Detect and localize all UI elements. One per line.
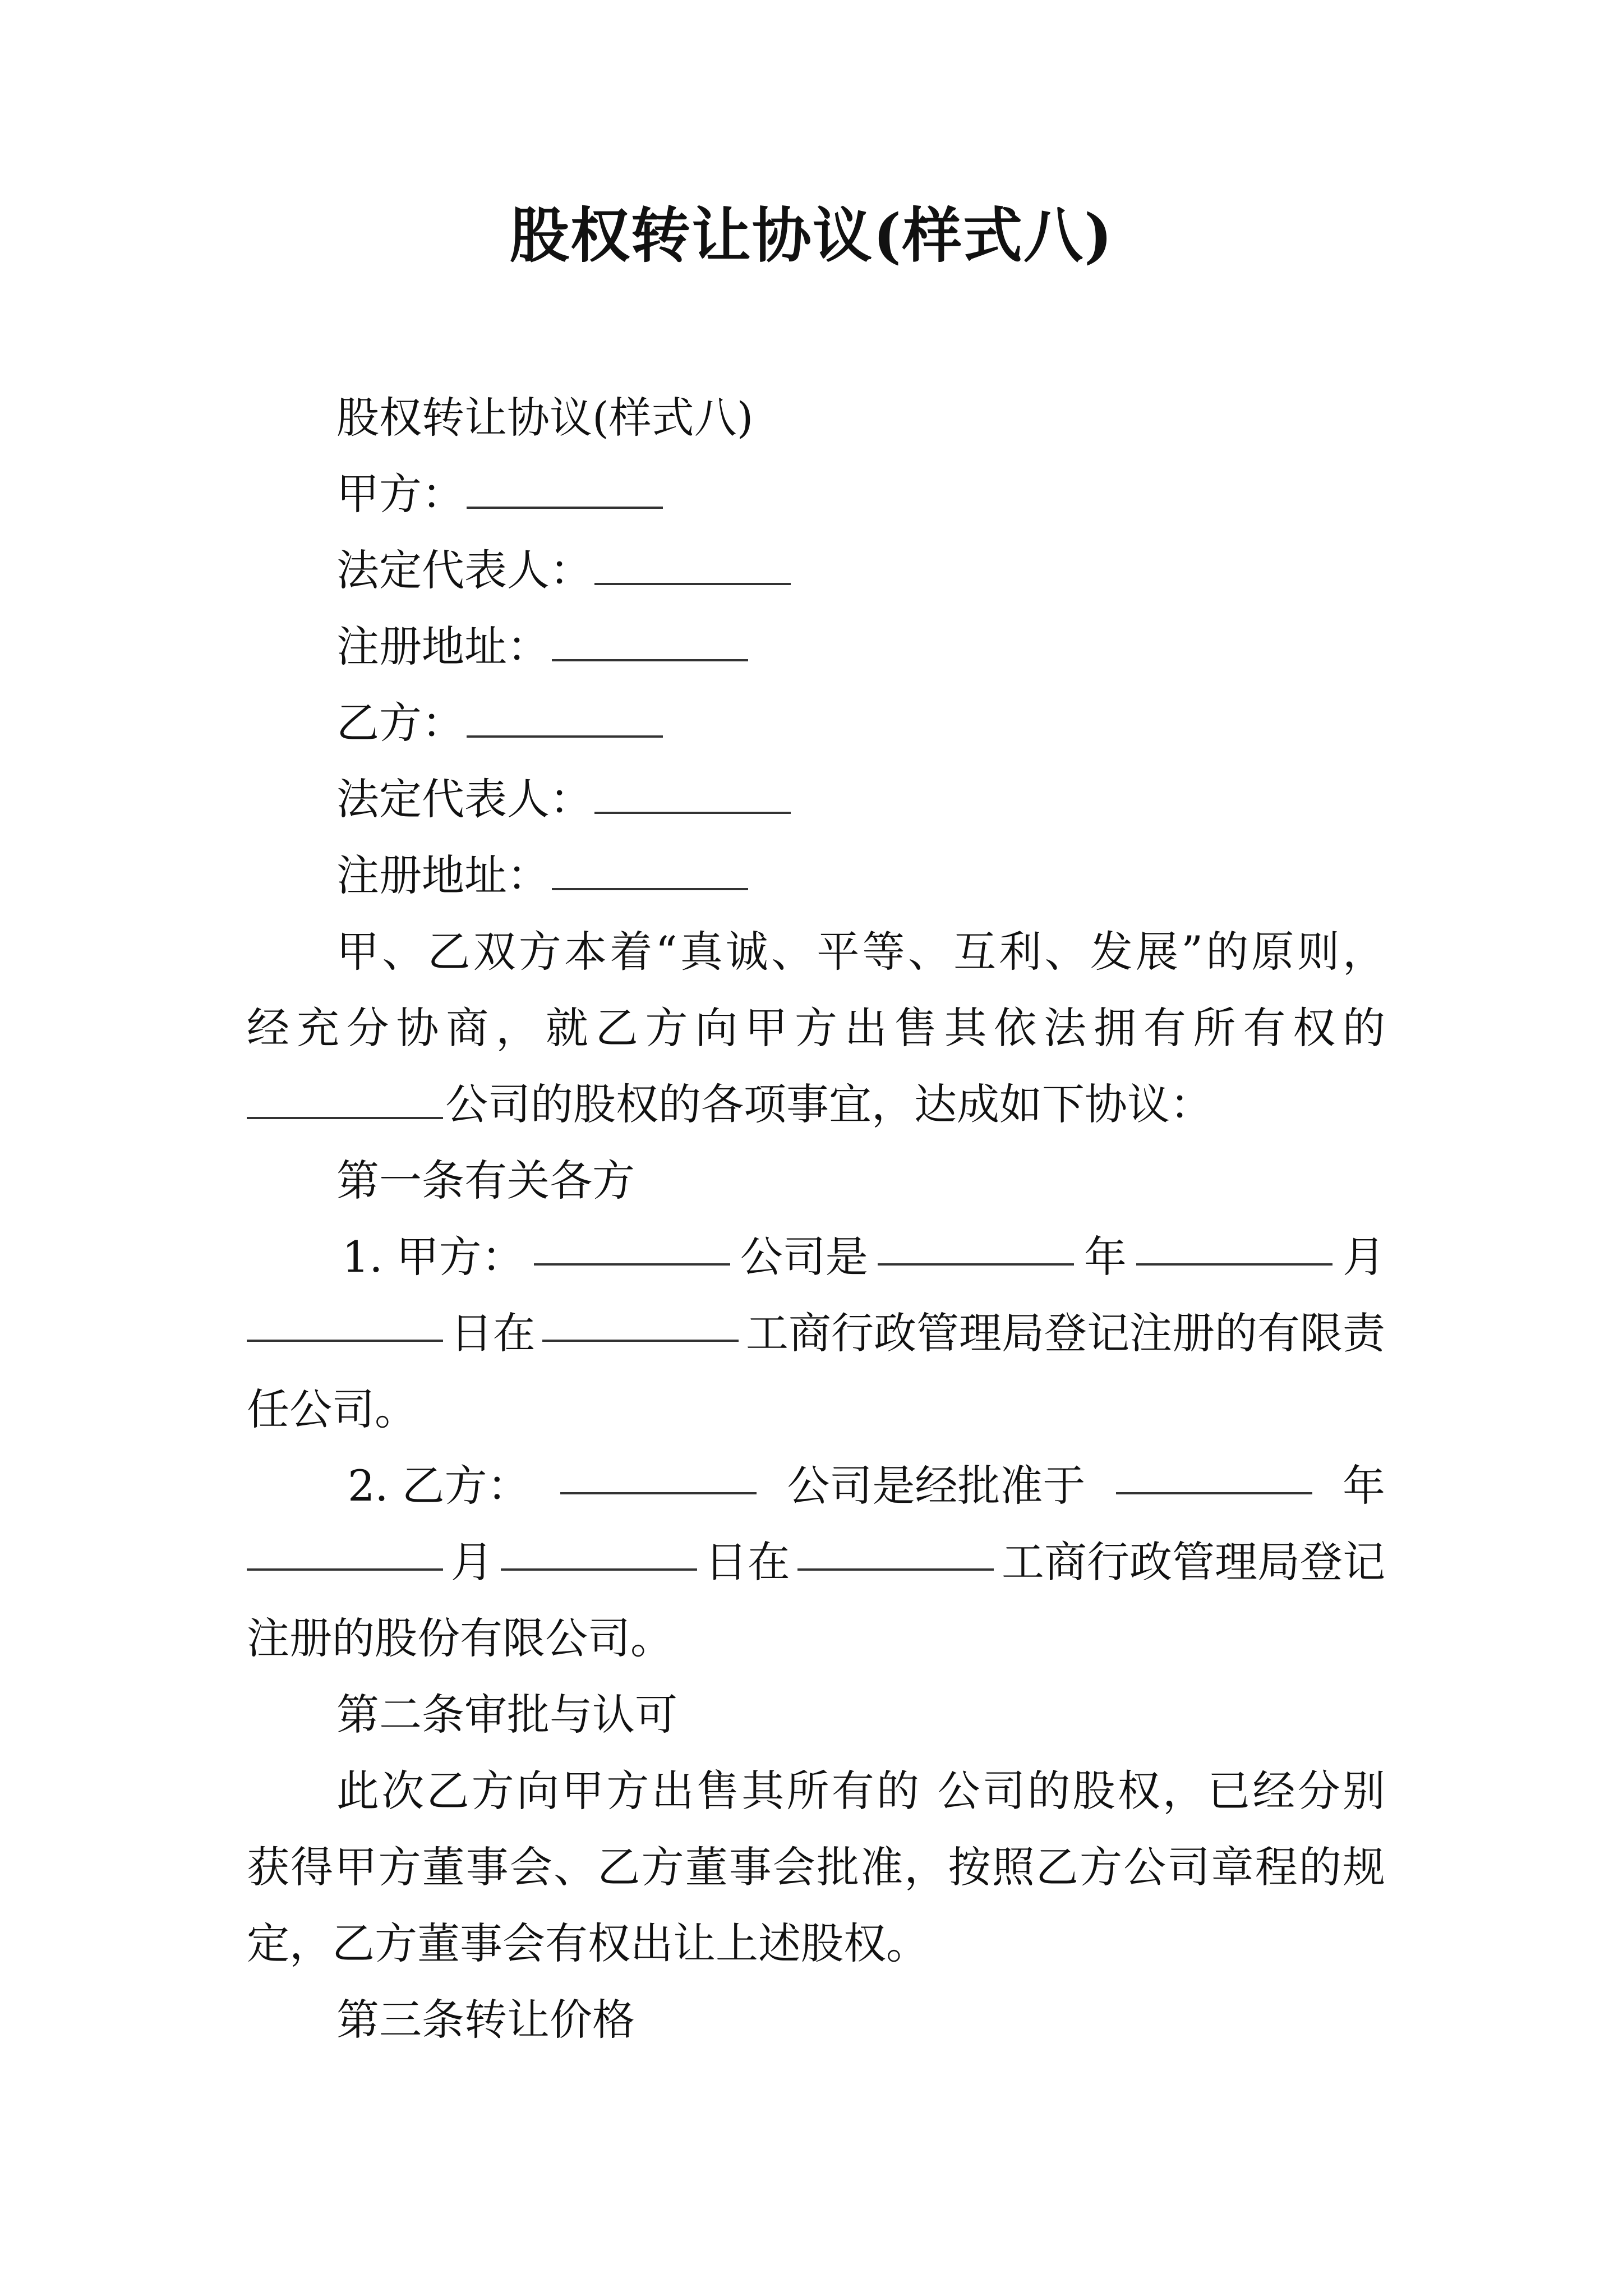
article-2-line-2: 获得甲方董事会、乙方董事会批准，按照乙方公司章程的规: [247, 1842, 1385, 1892]
party-b-line: [336, 692, 665, 754]
item-1-year-text: 年: [1083, 1232, 1127, 1282]
party-a-line: [336, 463, 665, 525]
party-a-blank: [467, 470, 663, 509]
preamble-line-1: 甲、乙双方本着“真诚、平等、互利、发展”的原则，: [336, 927, 1385, 977]
article-3-heading: 第三条转让价格: [336, 1995, 635, 2045]
item-1-year-blank: [878, 1226, 1074, 1266]
item-1-company-blank: [534, 1226, 730, 1266]
party-b-rep-blank: [594, 775, 791, 814]
item-1-company-text: 公司是: [740, 1232, 868, 1282]
item-2-company-text: 公司是经批准于: [787, 1461, 1086, 1511]
item-2-month-blank: [247, 1531, 443, 1571]
preamble-line-3: [247, 1074, 1212, 1135]
item-2-bureau-blank: [797, 1531, 994, 1571]
item-1-day-text: 日在: [450, 1308, 536, 1358]
article-1-item-1-line-2: [247, 1303, 1385, 1364]
item-1-day-blank: [247, 1303, 443, 1342]
party-a-addr-label: 注册地址：: [336, 622, 550, 671]
party-a-label: 甲方：: [336, 469, 464, 519]
item-2-day-blank: [501, 1531, 697, 1571]
article-1-item-1-line-3: 任公司。: [247, 1384, 417, 1434]
party-b-rep-line: [336, 769, 793, 830]
item-2-year-text: 年: [1342, 1461, 1385, 1511]
article-2-line-3: 定，乙方董事会有权出让上述股权。: [247, 1918, 929, 1968]
item-1-party-label: 1. 甲方：: [342, 1232, 524, 1282]
preamble-line-3-text: 公司的股权的各项事宜，达成如下协议：: [445, 1079, 1212, 1129]
party-b-rep-label: 法定代表人：: [336, 774, 592, 824]
party-b-addr-label: 注册地址：: [336, 850, 550, 900]
document-title: 股权转让协议(样式八): [509, 200, 1114, 270]
item-1-bureau-text: 工商行政管理局登记注册的有限责: [745, 1308, 1385, 1358]
party-a-rep-line: [336, 540, 793, 601]
item-2-year-blank: [1116, 1455, 1312, 1494]
article-1-item-2-line-3: 注册的股份有限公司。: [247, 1613, 673, 1663]
party-b-label: 乙方：: [336, 698, 464, 748]
party-a-rep-blank: [594, 546, 791, 585]
item-2-month-text: 月: [450, 1537, 494, 1587]
item-1-month-text: 月: [1342, 1232, 1385, 1282]
company-name-blank: [247, 1080, 443, 1119]
article-1-item-1-line-1: [342, 1226, 1385, 1288]
item-2-company-blank: [560, 1455, 757, 1494]
article-1-item-2-line-1: [348, 1455, 1385, 1517]
item-1-bureau-blank: [542, 1303, 739, 1342]
party-b-addr-blank: [552, 851, 748, 890]
item-2-bureau-text: 工商行政管理局登记: [1001, 1537, 1385, 1587]
document-subtitle: 股权转让协议(样式八): [336, 393, 754, 443]
party-a-rep-label: 法定代表人：: [336, 545, 592, 595]
party-b-addr-line: [336, 845, 750, 907]
party-b-blank: [467, 698, 663, 738]
article-2-line-1: 此次乙方向甲方出售其所有的 公司的股权，已经分别: [336, 1766, 1385, 1816]
article-1-item-2-line-2: [247, 1531, 1385, 1593]
party-a-addr-blank: [552, 622, 748, 661]
party-a-addr-line: [336, 616, 750, 678]
item-1-month-blank: [1136, 1226, 1332, 1266]
preamble-line-2: 经充分协商，就乙方向甲方出售其依法拥有所有权的: [247, 1003, 1385, 1053]
article-2-heading: 第二条审批与认可: [336, 1690, 677, 1740]
article-1-heading: 第一条有关各方: [336, 1156, 635, 1205]
item-2-party-label: 2. 乙方：: [348, 1461, 530, 1511]
item-2-day-text: 日在: [704, 1537, 790, 1587]
